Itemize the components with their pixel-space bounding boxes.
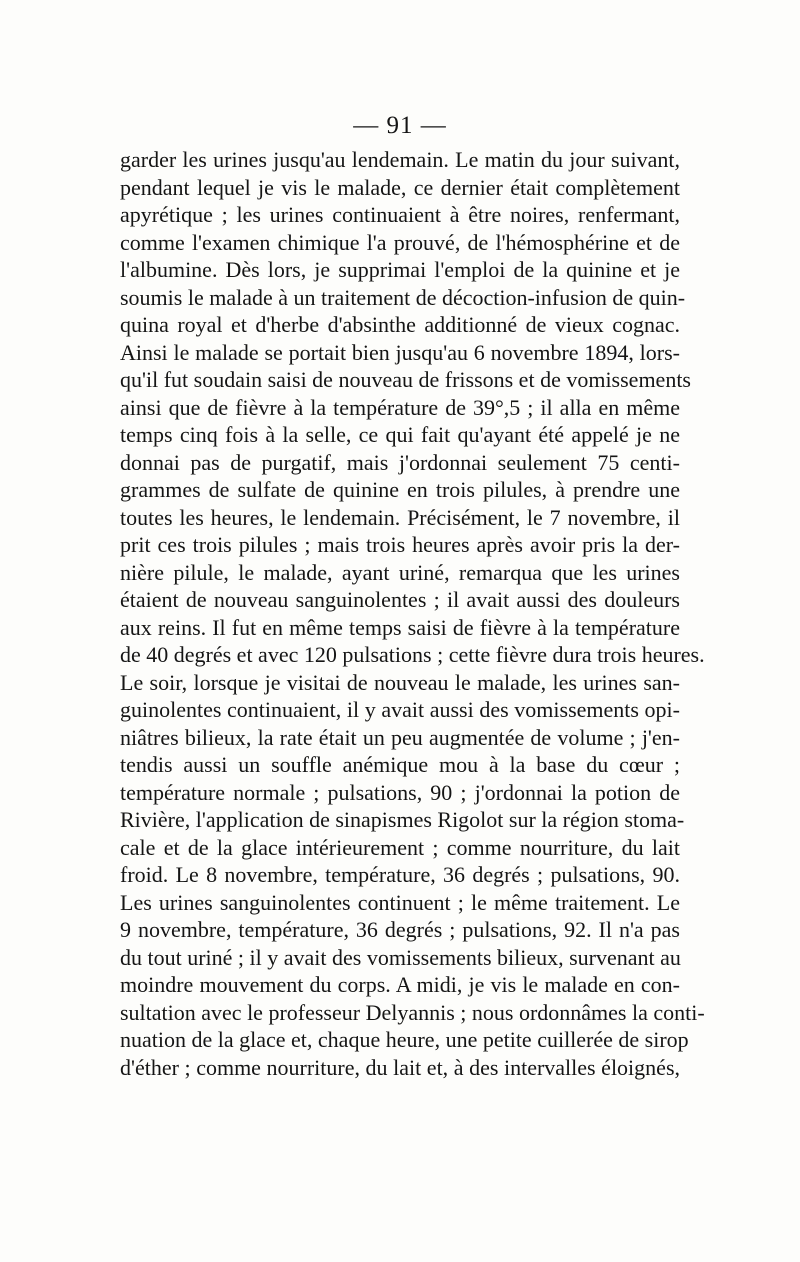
text-line: donnai pas de purgatif, mais j'ordonnai seulement 75 centi- [120,449,680,475]
text-line: l'albumine. Dès lors, je supprimai l'emploi de la quinine et je [120,257,680,282]
text-line: moindre mouvement du corps. A midi, je vis le malade en con- [120,972,680,997]
body-text [120,146,705,1081]
text-line: Ainsi le malade se portait bien jusqu'au 6 novembre 1894, lors- [120,339,680,365]
text-line: cale et de la glace intérieurement ; comme nourriture, du lait [120,834,680,860]
text-line: nuation de la glace et, chaque heure, une petite cuillerée de sirop [120,1027,689,1052]
text-line: du tout uriné ; il y avait des vomissements bilieux, survenant au [120,944,681,970]
text-line: pendant lequel je vis le malade, ce dernier était complètement [120,174,680,200]
text-line: ainsi que de fièvre à la température de 39°,5 ; il alla en même [120,394,680,420]
text-line: garder les urines jusqu'au lendemain. Le matin du jour suivant, [120,147,680,172]
page-number: — 91 — [353,112,447,139]
text-line: d'éther ; comme nourriture, du lait et, à des intervalles éloignés, [120,1054,680,1080]
text-line: 9 novembre, température, 36 degrés ; pulsations, 92. Il n'a pas [120,917,680,942]
text-line: sultation avec le professeur Delyannis ; nous ordonnâmes la conti- [120,999,705,1025]
text-line: étaient de nouveau sanguinolentes ; il avait aussi des douleurs [120,587,680,612]
text-line: quina royal et d'herbe d'absinthe additionné de vieux cognac. [120,312,680,337]
text-line: temps cinq fois à la selle, ce qui fait qu'ayant été appelé je ne [120,422,680,447]
text-line: prit ces trois pilules ; mais trois heures après avoir pris la der- [120,532,680,557]
text-line: niâtres bilieux, la rate était un peu augmentée de volume ; j'en- [120,724,680,750]
text-line: température normale ; pulsations, 90 ; j'ordonnai la potion de [120,779,680,805]
text-line: apyrétique ; les urines continuaient à être noires, renfermant, [120,202,680,227]
text-line: guinolentes continuaient, il y avait aussi des vomissements opi- [120,697,680,722]
text-line: nière pilule, le malade, ayant uriné, remarqua que les urines [120,559,680,585]
text-line: de 40 degrés et avec 120 pulsations ; cette fièvre dura trois heures. [120,642,705,667]
text-line: froid. Le 8 novembre, température, 36 degrés ; pulsations, 90. [120,862,680,887]
text-line: Le soir, lorsque je visitai de nouveau le malade, les urines san- [120,669,680,695]
text-line: tendis aussi un souffle anémique mou à la base du cœur ; [120,752,680,777]
text-line: grammes de sulfate de quinine en trois pilules, à prendre une [120,477,680,502]
text-line: toutes les heures, le lendemain. Précisément, le 7 novembre, il [120,504,680,530]
text-line: qu'il fut soudain saisi de nouveau de frissons et de vomissements [120,367,691,392]
text-line: Rivière, l'application de sinapismes Rigolot sur la région stoma- [120,807,685,832]
text-line: comme l'examen chimique l'a prouvé, de l'hémosphérine et de [120,229,680,255]
text-line: Les urines sanguinolentes continuent ; le même traitement. Le [120,889,680,915]
text-line: soumis le malade à un traitement de décoction-infusion de quin- [120,284,686,310]
text-line: aux reins. Il fut en même temps saisi de fièvre à la température [120,614,680,640]
